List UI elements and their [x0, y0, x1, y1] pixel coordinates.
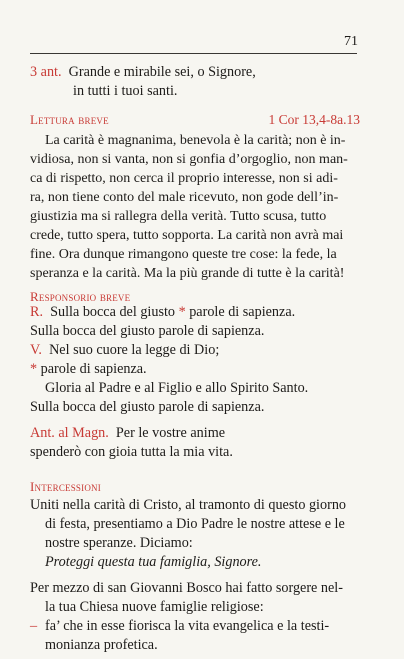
lettura-reference: 1 Cor 13,4-8a.13	[268, 112, 360, 127]
response-text: Sulla bocca del giusto	[50, 304, 176, 320]
lettura-heading: Lettura breve	[30, 112, 109, 127]
response-star: *	[178, 304, 186, 320]
magnificat-antiphon	[30, 424, 360, 462]
lettura-line: crede, tutto spera, tutto sopporta. La carità non avrà mai	[30, 228, 344, 243]
intercession-response: Proteggi questa tua famiglia, Signore.	[45, 554, 262, 570]
antiphon-line-1: Grande e mirabile sei, o Signore,	[68, 64, 256, 80]
intercession-intro-1: Uniti nella carità di Cristo, al tramonto di questo giorno	[30, 497, 347, 513]
responsorio-body	[30, 303, 360, 417]
lettura-line: giustizia ma si rallegra della verità. Tutto scusa, tutto	[30, 209, 327, 224]
lettura-line: speranza e la carità. Ma la più grande di tutte è la carità!	[30, 266, 345, 281]
petition-line-1: Per mezzo di san Giovanni Bosco hai fatto sorgere nel-	[30, 580, 343, 596]
versicle-symbol: V.	[30, 342, 42, 358]
magnificat-line-1: Per le vostre anime	[115, 425, 226, 441]
response-final: Sulla bocca del giusto parole di sapienza.	[30, 399, 265, 415]
responsorio-heading: Responsorio breve	[30, 289, 131, 304]
magnificat-line-2: spenderò con gioia tutta la mia vita.	[30, 444, 233, 460]
lettura-heading-row	[30, 110, 360, 130]
gloria-line: Gloria al Padre e al Figlio e allo Spirito Santo.	[45, 380, 309, 396]
magnificat-label: Ant. al Magn.	[30, 425, 109, 441]
versicle-text: Nel suo cuore la legge di Dio;	[49, 342, 220, 358]
lettura-line: La carità è magnanima, benevola è la carità; non è in-	[45, 133, 346, 148]
lettura-line: ca di rispetto, non cerca il proprio interesse, non si adi-	[30, 171, 338, 186]
antiphon-3	[30, 63, 360, 101]
intercession-intro-2: di festa, presentiamo a Dio Padre le nostre attese e le	[45, 516, 345, 532]
intercessioni-body	[30, 496, 360, 655]
lettura-body	[30, 131, 360, 283]
petition-line-2: la tua Chiesa nuove famiglie religiose:	[45, 599, 264, 615]
response-symbol: R.	[30, 304, 44, 320]
header-rule	[30, 53, 357, 54]
lettura-line: ra, non tiene conto del male ricevuto, non gode dell’in-	[30, 190, 339, 205]
response-text-2: parole di sapienza.	[189, 304, 296, 320]
intercessioni-heading: Intercessioni	[30, 479, 101, 494]
star-symbol: *	[30, 361, 38, 377]
petition-dash: –	[30, 618, 38, 634]
intercession-intro-3: nostre speranze. Diciamo:	[45, 535, 193, 551]
lettura-line: vidiosa, non si vanta, non si gonfia d’orgoglio, non man-	[30, 152, 348, 167]
lettura-line: fine. Ora dunque rimangono queste tre cose: la fede, la	[30, 247, 337, 262]
petition-line-4: monianza profetica.	[45, 637, 158, 653]
intercessioni-heading-row	[30, 477, 360, 497]
petition-line-3: fa’ che in esse fiorisca la vita evangelica e la testi-	[45, 618, 330, 634]
antiphon-label: 3 ant.	[30, 64, 62, 80]
page-number: 71	[344, 34, 358, 49]
response-repeat: Sulla bocca del giusto parole di sapienza.	[30, 323, 265, 339]
antiphon-line-2: in tutti i tuoi santi.	[73, 83, 178, 99]
star-line-text: parole di sapienza.	[40, 361, 147, 377]
